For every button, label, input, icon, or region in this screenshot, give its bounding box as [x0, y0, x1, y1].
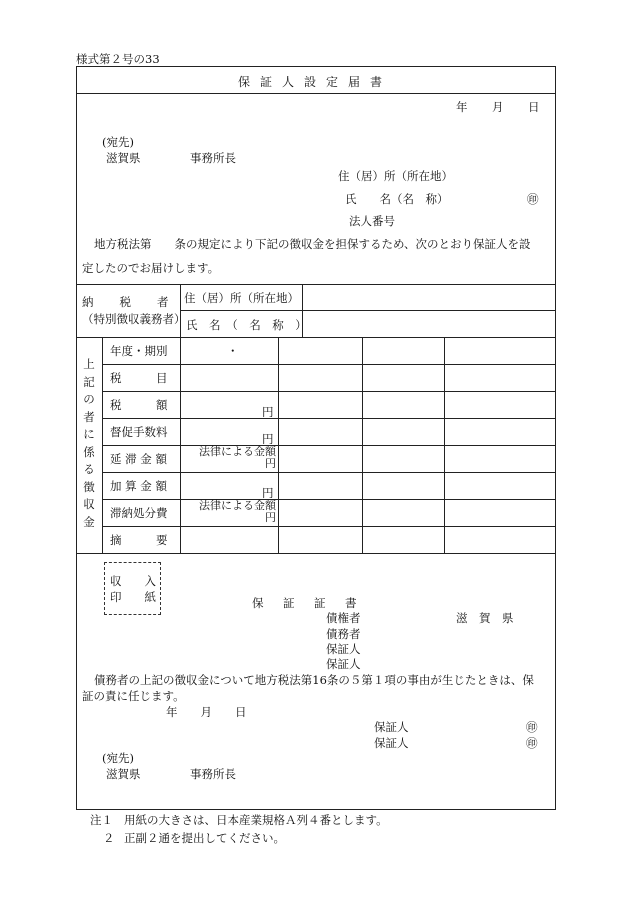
row-label-period: 年度・期別 — [110, 344, 168, 358]
addressee-prefix: (宛先) — [102, 135, 134, 149]
guarantor-label-2: 保証人 — [326, 657, 361, 671]
date-year: 年 — [456, 100, 468, 114]
seal-mark: ㊞ — [526, 736, 538, 750]
taxpayer-name-label: 氏 名 （ 名 称 ） — [186, 318, 307, 332]
row-label-tax-amount: 税 額 — [110, 398, 168, 412]
divider — [102, 445, 556, 446]
addressee-pref: 滋賀県 — [106, 151, 141, 165]
date-month: 月 — [492, 100, 504, 114]
note-text-1: 用紙の大きさは、日本産業規格Ａ列４番とします。 — [124, 813, 388, 827]
yen-unit: 円 — [262, 405, 274, 419]
taxpayer-address-label: 住（居）所（所在地） — [184, 291, 299, 305]
addressee2-prefix: (宛先) — [102, 751, 134, 765]
debtor-label: 債務者 — [326, 627, 361, 641]
taxpayer-label: 納 税 者 — [82, 295, 170, 309]
declaration-line2: 定したのでお届けします。 — [82, 261, 220, 275]
date-day: 日 — [528, 100, 540, 114]
divider — [180, 310, 556, 311]
stamp-label-2: 印 紙 — [110, 590, 156, 604]
stamp-label-1: 収 入 — [110, 574, 156, 588]
corp-number-label: 法人番号 — [349, 214, 395, 228]
form-number: 様式第２号の33 — [76, 52, 160, 66]
applicant-name-label: 氏 名（名 称） — [345, 192, 449, 206]
addressee2-office: 事務所長 — [190, 767, 236, 781]
period-dot: ・ — [227, 344, 239, 358]
divider — [102, 499, 556, 500]
guarantee-text-line1: 債務者の上記の徴収金について地方税法第16条の５第１項の事由が生じたときは、保 — [94, 673, 534, 687]
disposition-note: 法律による金額 円 — [199, 499, 276, 524]
applicant-address-label: 住（居）所（所在地） — [338, 169, 453, 183]
yen-unit: 円 — [262, 486, 274, 500]
divider — [102, 391, 556, 392]
row-label-demand-fee: 督促手数料 — [110, 425, 168, 439]
addressee2-pref: 滋賀県 — [106, 767, 141, 781]
divider — [102, 364, 556, 365]
guarantor-label-1: 保証人 — [326, 642, 361, 656]
row-label-remarks: 摘 要 — [110, 533, 168, 547]
declaration-line1: 地方税法第 条の規定により下記の徴収金を担保するため、次のとおり保証人を設 — [94, 237, 531, 251]
creditor-value: 滋 賀 県 — [456, 611, 514, 625]
creditor-label: 債権者 — [326, 611, 361, 625]
yen-unit: 円 — [262, 432, 274, 446]
divider — [76, 284, 556, 285]
note-num-1: 注１ — [90, 813, 113, 827]
divider — [76, 553, 556, 554]
row-label-disposition: 滞納処分費 — [110, 506, 168, 520]
addressee-office: 事務所長 — [190, 151, 236, 165]
row-label-delinquency: 延 滞 金 額 — [110, 452, 167, 466]
form-title: 保証人設定届書 — [237, 75, 392, 89]
seal-mark: ㊞ — [526, 720, 538, 734]
taxpayer-sublabel: （特別徴収義務者） — [82, 312, 186, 326]
divider — [102, 472, 556, 473]
sign-guarantor-2: 保証人 — [374, 736, 409, 750]
divider — [102, 526, 556, 527]
divider — [76, 93, 556, 94]
row-label-tax-item: 税 目 — [110, 371, 168, 385]
guarantee-text-line2: 証の責に任じます。 — [82, 689, 185, 703]
guarantee-date: 年 月 日 — [166, 705, 247, 719]
note-num-2: ２ — [103, 831, 115, 845]
collection-side-label: 上記の者に係る徴収金 — [83, 357, 95, 529]
divider — [76, 337, 556, 338]
seal-mark: ㊞ — [527, 192, 539, 206]
sign-guarantor-1: 保証人 — [374, 720, 409, 734]
guarantee-title: 保 証 証 書 — [252, 596, 361, 610]
delinquency-note: 法律による金額 円 — [199, 445, 276, 470]
divider — [102, 418, 556, 419]
note-text-2: 正副２通を提出してください。 — [124, 831, 285, 845]
row-label-additional: 加 算 金 額 — [110, 479, 167, 493]
